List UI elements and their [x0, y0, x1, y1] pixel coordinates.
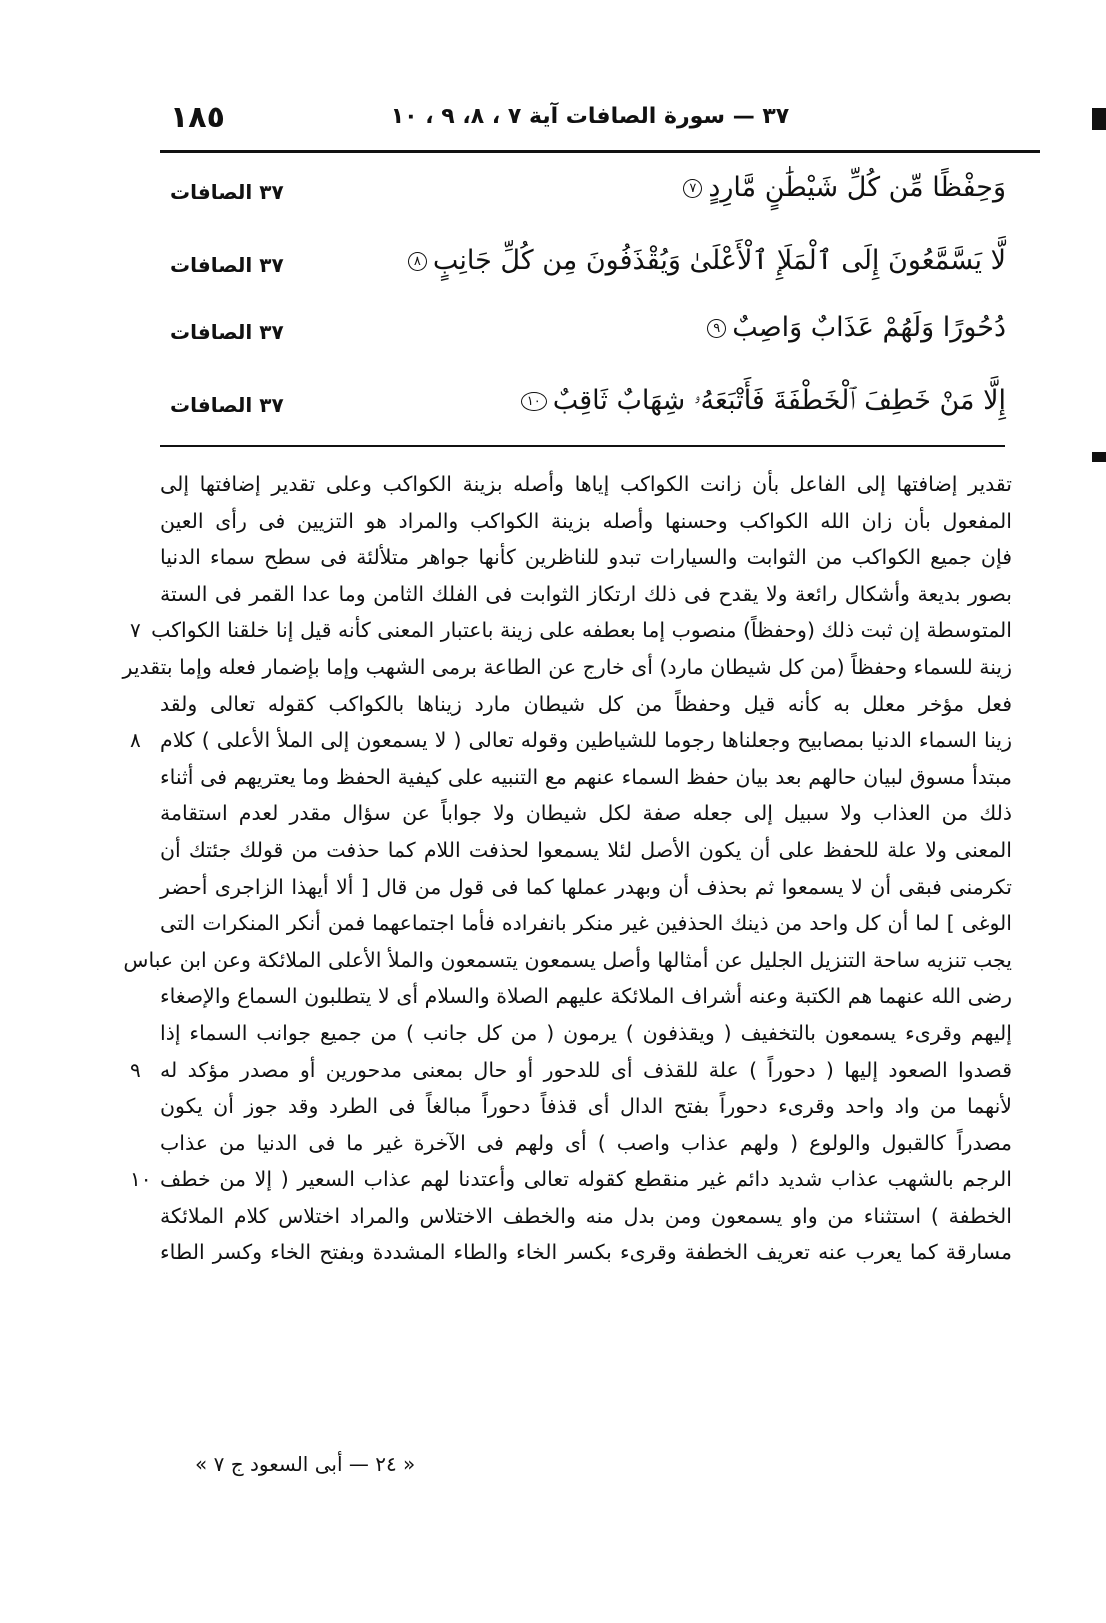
line-text: تكرمنى فبقى أن لا يسمعوا ثم بحذف أن وبهدر عملها كما فى قول من قال [ ألا أيهذا الزاجرى أحضر [160, 874, 1012, 899]
quran-verse [521, 385, 1006, 417]
text-line [160, 869, 1012, 906]
text-line [160, 503, 1012, 540]
text-line [160, 539, 1012, 576]
line-text: المتوسطة إن ثبت ذلك (وحفظاً) منصوب إما بعطفه على زينة باعتبار المعنى كأنه قيل إنا خلقنا الكواكب [151, 618, 1012, 643]
text-line [160, 832, 1012, 869]
line-text: بصور بديعة وأشكال رائعة ولا يقدح فى ذلك ارتكاز الثوابت فى الفلك الثامن وما عدا القمر فى الستة [160, 581, 1012, 606]
line-text: مبتدأ مسوق لبيان حالهم بعد بيان حفظ السماء عنهم مع التنبيه على كيفية الحفظ وما يعتريهم فى أثناء [160, 764, 1012, 789]
verse-number-marker: ٧ [683, 179, 702, 198]
line-text: لأنهما من واد واحد وقرىء دحوراً بفتح الدال أى قذفاً دحوراً مبالغاً فى الطرد وقد جوز أن يكون [160, 1094, 1012, 1119]
text-line [160, 466, 1012, 503]
line-text: فعل مؤخر معلل به كأنه قيل وحفظاً من كل شيطان مارد زيناها بالكواكب كقوله تعالى ولقد [160, 691, 1012, 716]
text-line [160, 1125, 1012, 1162]
verse-number-marker: ١٠ [521, 392, 547, 411]
line-text: زينة للسماء وحفظاً (من كل شيطان مارد) أى خارج عن الطاعة برمى الشهب وإما بإضمار فعله وإما بتقدير [122, 654, 1012, 679]
text-line [160, 576, 1012, 613]
verse-reference-label: ٣٧ الصافات [170, 320, 284, 344]
header-rule [160, 150, 1040, 153]
line-text: قصدوا الصعود إليها ( دحوراً ) علة للقذف أى للدحور أو حال بمعنى مدحورين أو مصدر مؤكد له [160, 1057, 1012, 1082]
signature-footer: « ٢٤ — أبى السعود ج ٧ » [195, 1452, 416, 1476]
line-text: رضى الله عنهما هم الكتبة وعنه أشراف الملائكة عليهم الصلاة والسلام أى لا يتطلبون السماع والإصغاء [160, 984, 1012, 1009]
line-text: المعنى ولا علة للحفظ على أن يكون الأصل لئلا يسمعوا لحذفت اللام كما حذفت من قولك جئتك أن [160, 837, 1012, 862]
text-line [122, 649, 1012, 686]
verse-margin-number: ٧ [130, 618, 141, 643]
verse-reference-label: ٣٧ الصافات [170, 393, 284, 417]
line-text: زينا السماء الدنيا بمصابيح وجعلناها رجوما للشياطين وقوله تعالى ( لا يسمعون إلى الملأ الأعلى ) كلام [160, 728, 1012, 753]
page-number: ١٨٥ [170, 100, 225, 135]
line-text: الرجم بالشهب عذاب شديد دائم غير منقطع كقوله تعالى وأعتدنا لهم عذاب السعير ( إلا من خطف [160, 1167, 1012, 1192]
line-text: فإن جميع الكواكب من الثوابت والسيارات تبدو للناظرين كأنها جواهر متلألئة فى سطح سماء الدنيا [160, 545, 1012, 570]
verse-margin-number: ٨ [130, 728, 141, 753]
commentary-text [122, 466, 1012, 1271]
line-text: مصدراً كالقبول والولوع ( ولهم عذاب واصب ) أى ولهم فى الآخرة غير ما فى الدنيا من عذاب [160, 1130, 1012, 1155]
scan-edge-mark [1092, 452, 1106, 462]
text-line [123, 942, 1012, 979]
line-text: مسارقة كما يعرب عنه تعريف الخطفة وقرىء بكسر الخاء والطاء المشددة وبفتح الخاء وكسر الطاء [160, 1240, 1012, 1265]
text-line [130, 1161, 1012, 1198]
verse-separator-rule [160, 445, 1005, 447]
verse-reference-label: ٣٧ الصافات [170, 253, 284, 277]
text-line [160, 1088, 1012, 1125]
text-line [160, 686, 1012, 723]
line-text: إليهم وقرىء يسمعون بالتخفيف ( ويقذفون ) يرمون ( من كل جانب ) من جميع جوانب السماء إذا [160, 1020, 1012, 1045]
text-line [160, 1234, 1012, 1271]
running-header: ٣٧ — سورة الصافات آية ٧ ، ٨، ٩ ، ١٠ [390, 104, 790, 129]
text-line [130, 1052, 1012, 1089]
verse-text: لَّا يَسَّمَّعُونَ إِلَى ٱلْمَلَإِ ٱلْأَعْلَىٰ وَيُقْذَفُونَ مِن كُلِّ جَانِبٍ [432, 245, 1006, 276]
verse-margin-number: ١٠ [130, 1167, 152, 1192]
text-line [160, 759, 1012, 796]
quran-verse [683, 172, 1006, 203]
scan-edge-mark [1092, 108, 1106, 130]
verse-text: وَحِفْظًا مِّن كُلِّ شَيْطَٰنٍ مَّارِدٍ [708, 172, 1006, 203]
text-line [160, 905, 1012, 942]
verse-text: دُحُورًا وَلَهُمْ عَذَابٌ وَاصِبٌ [732, 312, 1006, 343]
line-text: الوغى ] لما أن كل واحد من ذينك الحذفين غير منكر بانفراده فأما اجتماعهما فمن أنكر المنكرات التى [160, 911, 1012, 936]
verse-number-marker: ٨ [408, 252, 427, 271]
verse-reference-label: ٣٧ الصافات [170, 180, 284, 204]
text-line [160, 1198, 1012, 1235]
line-text: الخطفة ) استثناء من واو يسمعون ومن بدل منه والخطف الاختلاس والمراد اختلاس كلام الملائكة [160, 1203, 1012, 1228]
line-text: يجب تنزيه ساحة التنزيل الجليل عن أمثالها وأصل يسمعون يتسمعون والملأ الأعلى الملائكة وعن ابن عباس [123, 947, 1012, 972]
text-line [160, 795, 1012, 832]
line-text: تقدير إضافتها إلى الفاعل بأن زانت الكواكب إياها وأصله بزينة الكواكب وعلى تقدير إضافتها إلى [160, 472, 1012, 496]
text-line [130, 722, 1012, 759]
verse-margin-number: ٩ [130, 1057, 141, 1082]
verse-number-marker: ٩ [707, 319, 726, 338]
quran-verse [707, 312, 1006, 343]
text-line [130, 612, 1012, 649]
line-text: ذلك من العذاب ولا سبيل إلى جعله صفة لكل شيطان ولا جواباً عن سؤال مقدر لعدم استقامة [160, 801, 1012, 826]
quran-verse [408, 245, 1006, 276]
text-line [160, 1015, 1012, 1052]
verse-text: إِلَّا مَنْ خَطِفَ ٱلْخَطْفَةَ فَأَتْبَعَهُۥ شِهَابٌ ثَاقِبٌ [552, 385, 1006, 416]
text-line [160, 978, 1012, 1015]
line-text: المفعول بأن زان الله الكواكب وحسنها وأصله بزينة الكواكب والمراد هو التزيين فى رأى العين [160, 508, 1012, 533]
